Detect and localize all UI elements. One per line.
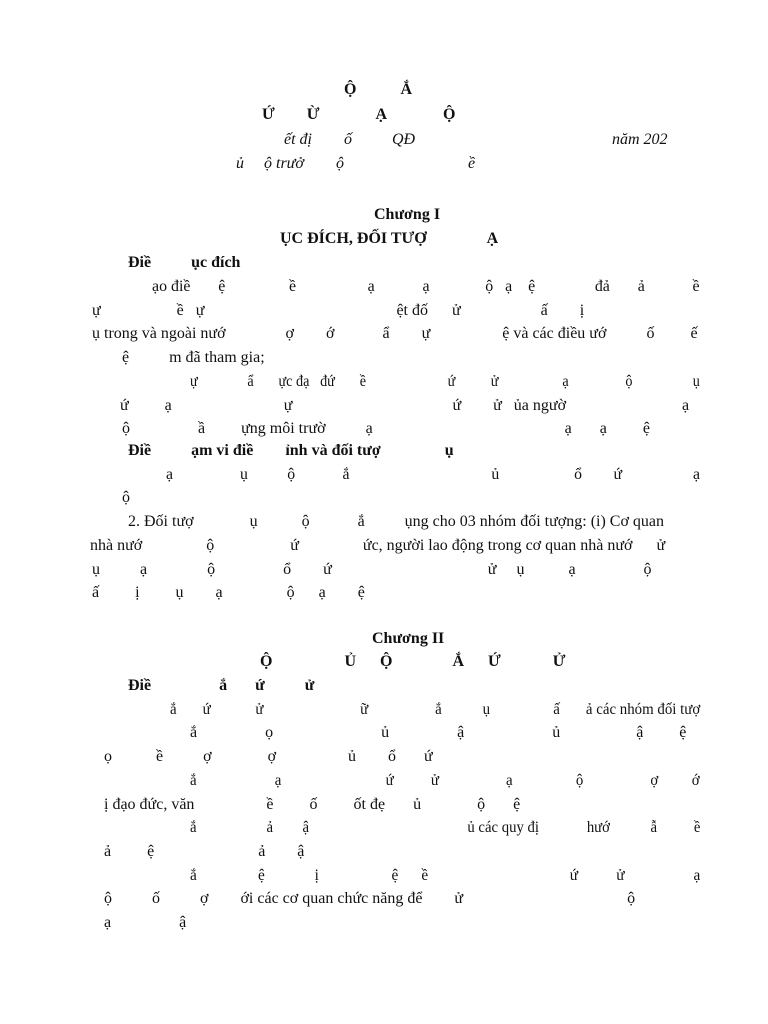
chapter-1-subtitle: ỤC ĐÍCH, ĐỐI TƯỢ Ạ [280, 230, 499, 247]
article-3-line: ắ ọ ủ ậ ủ ậ ệ [190, 724, 687, 741]
article-1-line: ộ ầ ựng môi trườ ạ ạ ạ ệ [122, 420, 650, 437]
article-3-line: ắ ạ ứ ử ạ ộ ợ ớ [190, 772, 700, 789]
article-3-line: ạ ậ [104, 914, 187, 931]
article-3-heading: Điề ắ ứ ử [128, 677, 315, 694]
article-2-line: 2. Đối tượ ụ ộ ắ ụng cho 03 nhóm đối tượng: (i) Cơ quan [128, 513, 665, 530]
article-1-line: ự ề ự ệt đố ử ấ ị [92, 302, 585, 319]
article-1-heading: Điề ục đích [128, 254, 241, 271]
article-2-line: ạ ụ ộ ắ ủ ổ ứ ạ [166, 466, 700, 483]
article-3-line: ả ệ ả ậ [104, 843, 305, 860]
article-1-line: ụ trong và ngoài nướ ợ ớ ẩ ự ệ và các điều ướ ố ế [92, 325, 698, 342]
header-line-3: ết đị ố QĐ [284, 131, 416, 148]
article-1-line: ệ m đã tham gia; [122, 349, 265, 366]
article-2-line: nhà nướ ộ ứ ức, người lao động trong cơ quan nhà nướ ử [90, 537, 666, 554]
article-2-line: ấ ị ụ ạ ộ ạ ệ [92, 584, 365, 601]
chapter-2-subtitle: Ộ Ủ Ộ Ắ Ứ Ử [260, 653, 566, 670]
article-1-line: ự ẩ ực đạ đứ ề ứ ử ạ ộ ụ [190, 373, 700, 390]
article-3-line: ộ ố ợ ới các cơ quan chức năng để ử ộ [104, 890, 636, 907]
header-line-1: Ộ Ắ [344, 81, 412, 98]
article-3-line: ắ ứ ử ữ ắ ụ ấ ả các nhóm đối tượ [170, 701, 701, 718]
chapter-2-title: Chương II [372, 630, 445, 647]
chapter-1-title: Chương I [374, 206, 441, 223]
article-3-line: ọ ề ợ ợ ủ ổ ứ [104, 748, 433, 765]
article-2-line: ộ [122, 489, 130, 506]
header-line-4: ủ ộ trưở ộ ề [236, 155, 476, 172]
article-1-line: ứ ạ ự ứ ử ủa ngườ ạ [120, 397, 690, 414]
article-3-line: ị đạo đức, văn ề ố ốt đẹ ủ ộ ệ [104, 796, 521, 813]
article-1-line: ạo điề ệ ề ạ ạ ộ ạ ệ đả ả ề [152, 278, 700, 295]
article-3-line: ắ ệ ị ệ ề ứ ử ạ [190, 867, 701, 884]
article-2-heading: Điề ạm vi điề ỉnh và đối tượ ụ [128, 442, 454, 459]
header-line-2: Ứ Ừ Ạ Ộ [262, 106, 456, 123]
article-2-line: ụ ạ ộ ổ ứ ử ụ ạ ộ [92, 561, 652, 578]
article-3-line: ắ ả ậ ủ các quy đị hướ ẫ ề [190, 819, 701, 836]
header-line-3-right: năm 202 [612, 131, 668, 148]
